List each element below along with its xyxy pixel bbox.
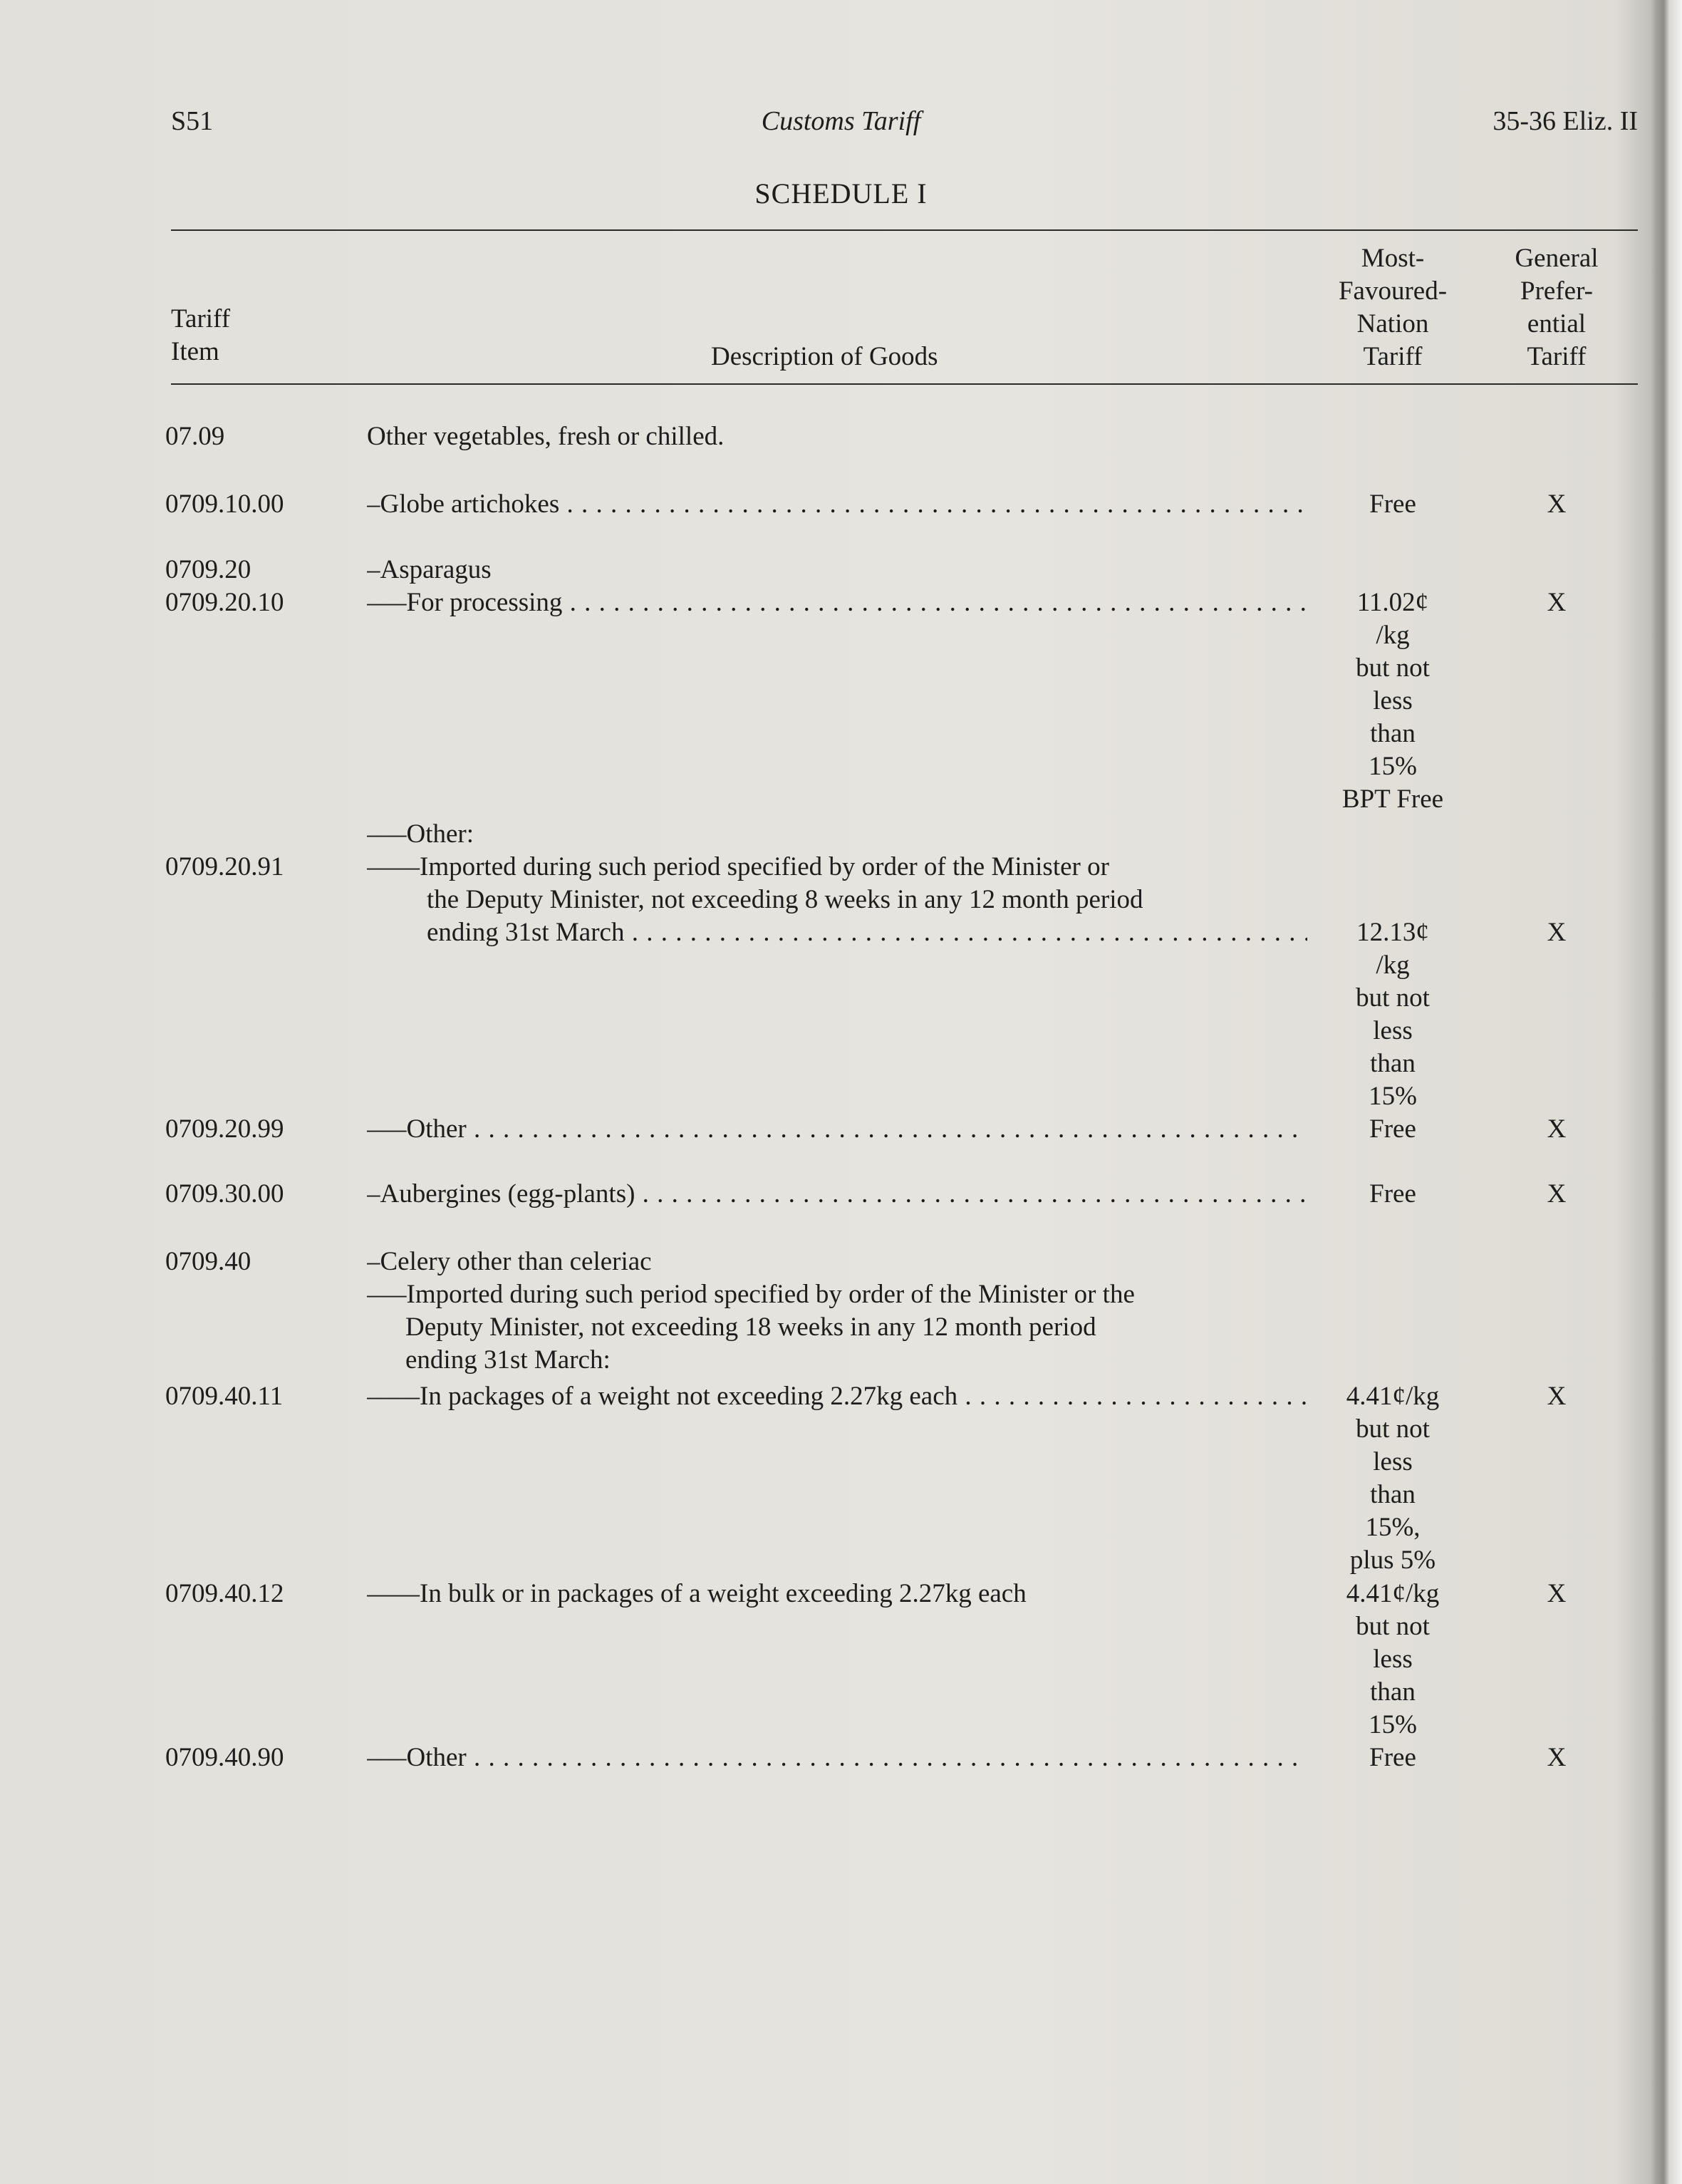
- description-line: –––Other . . .: [367, 1113, 1307, 1146]
- tariff-code: 0709.40.11: [165, 1382, 284, 1411]
- tariff-code: 0709.30.00: [165, 1179, 284, 1209]
- gpt-rate: X: [1547, 1579, 1567, 1608]
- description-line: –––Other . . .: [367, 1741, 1307, 1774]
- goods-description: [367, 1113, 1307, 1146]
- schedule-title: SCHEDULE I: [754, 177, 928, 209]
- header-line: Nation: [1356, 309, 1429, 338]
- goods-description: [367, 1741, 1307, 1774]
- rate-line: but not: [1356, 1612, 1430, 1641]
- description-line: ––––Imported during such period specified by order of the Minister or: [367, 852, 1109, 881]
- gpt-rate: X: [1547, 1114, 1567, 1144]
- description-line: –––Imported during such period specified by order of the Minister or the: [367, 1280, 1135, 1309]
- rate-line: but not: [1356, 1414, 1430, 1444]
- description-line: –Celery other than celeriac: [367, 1247, 652, 1276]
- rate-line: Free: [1369, 490, 1416, 519]
- description-line: Other vegetables, fresh or chilled.: [367, 422, 725, 451]
- tariff-code: 0709.20.99: [165, 1114, 284, 1144]
- gpt-rate: X: [1547, 490, 1567, 519]
- mfn-rate: [1325, 1380, 1460, 1577]
- rate-line: than: [1370, 1480, 1416, 1509]
- rate-line: less: [1373, 1016, 1413, 1045]
- column-header-mfn-tariff: [1325, 242, 1460, 373]
- rate-line: 11.02¢: [1356, 588, 1429, 617]
- description-line: –Asparagus: [367, 555, 492, 584]
- description-line: ––––In packages of a weight not exceeding 2.27kg each . . .: [367, 1380, 1307, 1413]
- tariff-code: 0709.20.10: [165, 588, 284, 617]
- goods-description: [367, 420, 1307, 453]
- gpt-rate: X: [1547, 1382, 1567, 1411]
- statute-reference: 35-36 Eliz. II: [1492, 106, 1638, 136]
- header-line: General: [1515, 244, 1599, 273]
- gpt-rate: X: [1547, 1179, 1567, 1209]
- table-top-rule: [171, 229, 1638, 231]
- page-edge-shadow: [1651, 0, 1669, 2184]
- running-title: Customs Tariff: [761, 106, 921, 136]
- goods-description: [367, 1246, 1307, 1377]
- tariff-code: 0709.40: [165, 1247, 251, 1276]
- rate-line: 4.41¢/kg: [1346, 1382, 1440, 1411]
- goods-description: [367, 818, 1307, 851]
- rate-line: less: [1373, 686, 1413, 715]
- goods-description: [367, 488, 1307, 521]
- mfn-rate: [1325, 586, 1460, 816]
- header-line: Most-: [1361, 244, 1425, 273]
- goods-description: [367, 851, 1307, 949]
- description-line: the Deputy Minister, not exceeding 8 weeks in any 12 month period: [427, 885, 1143, 914]
- gpt-rate: X: [1547, 918, 1567, 947]
- mfn-rate: [1325, 1178, 1460, 1211]
- description-line: Deputy Minister, not exceeding 18 weeks in any 12 month period: [405, 1313, 1096, 1342]
- mfn-rate: [1325, 488, 1460, 521]
- header-line: Tariff: [1363, 342, 1423, 371]
- rate-line: Free: [1369, 1743, 1416, 1772]
- column-header-description: Description of Goods: [711, 342, 938, 371]
- header-line: Favoured-: [1338, 276, 1448, 306]
- page-number: S51: [171, 106, 214, 136]
- description-line: –Aubergines (egg-plants) . . .: [367, 1178, 1307, 1211]
- column-header-tariff-item: [171, 303, 230, 368]
- rate-line: plus 5%: [1349, 1546, 1436, 1575]
- rate-line: than: [1370, 719, 1416, 748]
- column-header-gpt-tariff: [1496, 242, 1617, 373]
- rate-line: less: [1373, 1447, 1413, 1476]
- tariff-code: 0709.20: [165, 555, 251, 584]
- rate-line: BPT Free: [1341, 785, 1444, 814]
- goods-description: [367, 1178, 1307, 1211]
- tariff-code: 0709.40.12: [165, 1579, 284, 1608]
- description-line: –––For processing . . .: [367, 586, 1307, 619]
- tariff-code: 0709.40.90: [165, 1743, 284, 1772]
- rate-line: less: [1373, 1645, 1413, 1674]
- gpt-rate: X: [1547, 1743, 1567, 1772]
- rate-line: Free: [1369, 1114, 1416, 1144]
- goods-description: [367, 1380, 1307, 1413]
- mfn-rate: [1325, 1578, 1460, 1741]
- rate-line: 12.13¢: [1356, 918, 1429, 947]
- description-line: ending 31st March:: [405, 1345, 611, 1375]
- description-line: –Globe artichokes . . .: [367, 488, 1307, 521]
- header-line: Tariff: [171, 304, 231, 333]
- rate-line: 15%,: [1365, 1513, 1421, 1542]
- description-line: –––Other:: [367, 819, 474, 849]
- gpt-rate: X: [1547, 588, 1567, 617]
- rate-line: /kg: [1376, 621, 1410, 650]
- rate-line: but not: [1356, 983, 1430, 1013]
- tariff-code: 0709.10.00: [165, 490, 284, 519]
- description-line: ––––In bulk or in packages of a weight exceeding 2.27kg each: [367, 1579, 1027, 1608]
- rate-line: than: [1370, 1677, 1416, 1707]
- rate-line: /kg: [1376, 951, 1410, 980]
- mfn-rate: [1325, 1741, 1460, 1774]
- header-line: Tariff: [1527, 342, 1587, 371]
- header-line: ential: [1527, 309, 1587, 338]
- rate-line: 15%: [1369, 752, 1417, 781]
- rate-line: than: [1370, 1049, 1416, 1078]
- goods-description: [367, 586, 1307, 619]
- tariff-code: 0709.20.91: [165, 852, 284, 881]
- tariff-code: 07.09: [165, 422, 225, 451]
- description-line: ending 31st March . . .: [367, 916, 1307, 949]
- rate-line: but not: [1356, 653, 1430, 683]
- rate-line: 4.41¢/kg: [1346, 1579, 1440, 1608]
- header-line: Item: [171, 337, 219, 366]
- header-bottom-rule: [171, 383, 1638, 385]
- goods-description: [367, 554, 1307, 586]
- rate-line: Free: [1369, 1179, 1416, 1209]
- mfn-rate: [1325, 1113, 1460, 1146]
- mfn-rate: [1325, 916, 1460, 1113]
- rate-line: 15%: [1369, 1082, 1417, 1111]
- header-line: Prefer-: [1520, 276, 1593, 306]
- rate-line: 15%: [1369, 1710, 1417, 1739]
- goods-description: [367, 1578, 1307, 1610]
